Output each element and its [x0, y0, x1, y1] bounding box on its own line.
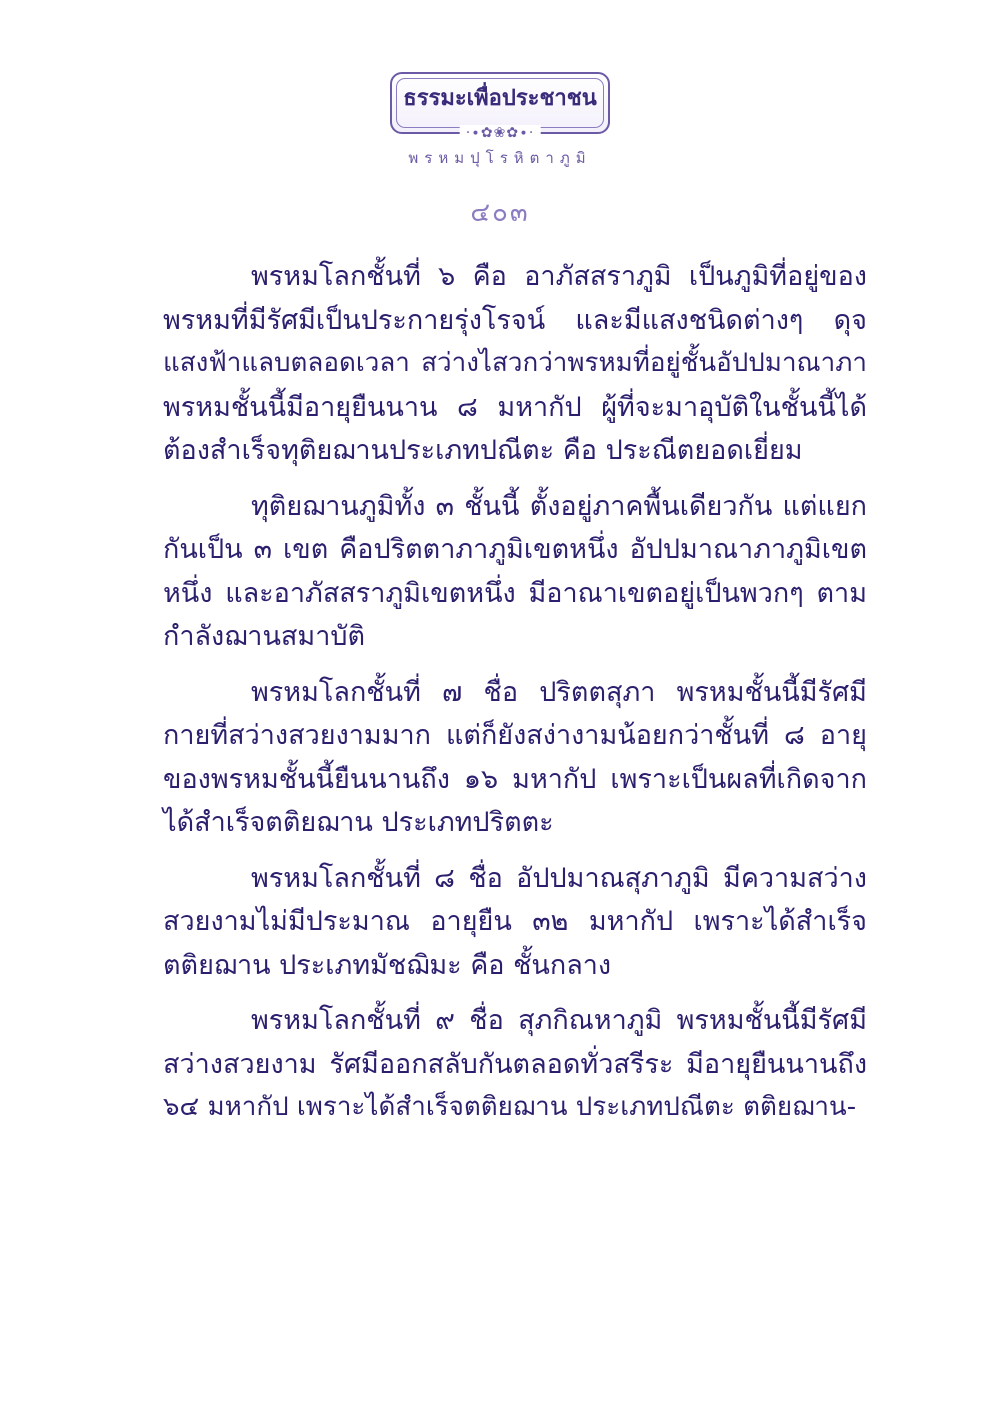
text-line: หนึ่ง และอาภัสสราภูมิเขตหนึ่ง มีอาณาเขตอยู่เป็นพวกๆ ตาม: [163, 577, 867, 609]
paragraph-2: [163, 485, 867, 659]
logo-text: ธรรมะเพื่อประชาชน: [403, 86, 597, 111]
text-line: ของพรหมชั้นนี้ยืนนานถึง ๑๖ มหากัป เพราะเป็นผลที่เกิดจาก: [163, 763, 867, 795]
text-line: แสงฟ้าแลบตลอดเวลา สว่างไสวกว่าพรหมที่อยู่ชั้นอัปปมาณาภา: [163, 348, 867, 378]
text-line: พรหมโลกชั้นที่ ๖ คือ อาภัสสราภูมิ เป็นภูมิที่อยู่ของ: [251, 261, 867, 292]
text-line: พรหมที่มีรัศมีเป็นประกายรุ่งโรจน์ และมีแสงชนิดต่างๆ ดุจ: [163, 304, 867, 336]
text-line: กำลังฌานสมาบัติ: [163, 621, 366, 652]
text-line: กายที่สว่างสวยงามมาก แต่ก็ยังสง่างามน้อยกว่าชั้นที่ ๘ อายุ: [163, 720, 867, 751]
header-subtitle: พรหมปุโรหิตาภูมิ: [408, 149, 592, 167]
page-number: ๔๐๓: [470, 198, 530, 228]
paragraph-1: [163, 255, 867, 473]
text-line: ตติยฌาน ประเภทมัชฌิมะ คือ ชั้นกลาง: [163, 949, 612, 981]
text-line: สวยงามไม่มีประมาณ อายุยืน ๓๒ มหากัป เพราะได้สำเร็จ: [163, 906, 867, 937]
paragraph-3: [163, 671, 867, 845]
ornament-icon: ·∙✿❀✿∙·: [460, 125, 541, 141]
paragraph-5: [163, 999, 867, 1130]
text-line: ต้องสำเร็จทุติยฌานประเภทปณีตะ คือ ประณีตยอดเยี่ยม: [163, 435, 803, 466]
text-line: กันเป็น ๓ เขต คือปริตตาภาภูมิเขตหนึ่ง อัปปมาณาภาภูมิเขต: [163, 534, 867, 565]
paragraph-4: [163, 857, 867, 988]
text-line: พรหมโลกชั้นที่ ๘ ชื่อ อัปปมาณสุภาภูมิ มีความสว่าง: [251, 862, 867, 894]
text-line: พรหมโลกชั้นที่ ๙ ชื่อ สุภกิณหาภูมิ พรหมชั้นนี้มีรัศมี: [251, 1005, 867, 1036]
text-line: พรหมโลกชั้นที่ ๗ ชื่อ ปริตตสุภา พรหมชั้นนี้มีรัศมี: [251, 676, 867, 708]
text-line: ทุติยฌานภูมิทั้ง ๓ ชั้นนี้ ตั้งอยู่ภาคพื้นเดียวกัน แต่แยก: [251, 490, 867, 522]
page-header: [0, 72, 1000, 170]
header-logo: [390, 72, 610, 141]
text-line: ๖๔ มหากัป เพราะได้สำเร็จตติยฌาน ประเภทปณีตะ ตติยฌาน-: [163, 1092, 857, 1122]
text-line: พรหมชั้นนี้มีอายุยืนนาน ๘ มหากัป ผู้ที่จะมาอุบัติในชั้นนี้ได้: [163, 391, 867, 423]
text-line: สว่างสวยงาม รัศมีออกสลับกันตลอดทั่วสรีระ มีอายุยืนนานถึง: [163, 1048, 867, 1080]
body-text: [163, 255, 867, 1142]
text-line: ได้สำเร็จตติยฌาน ประเภทปริตตะ: [163, 807, 554, 838]
